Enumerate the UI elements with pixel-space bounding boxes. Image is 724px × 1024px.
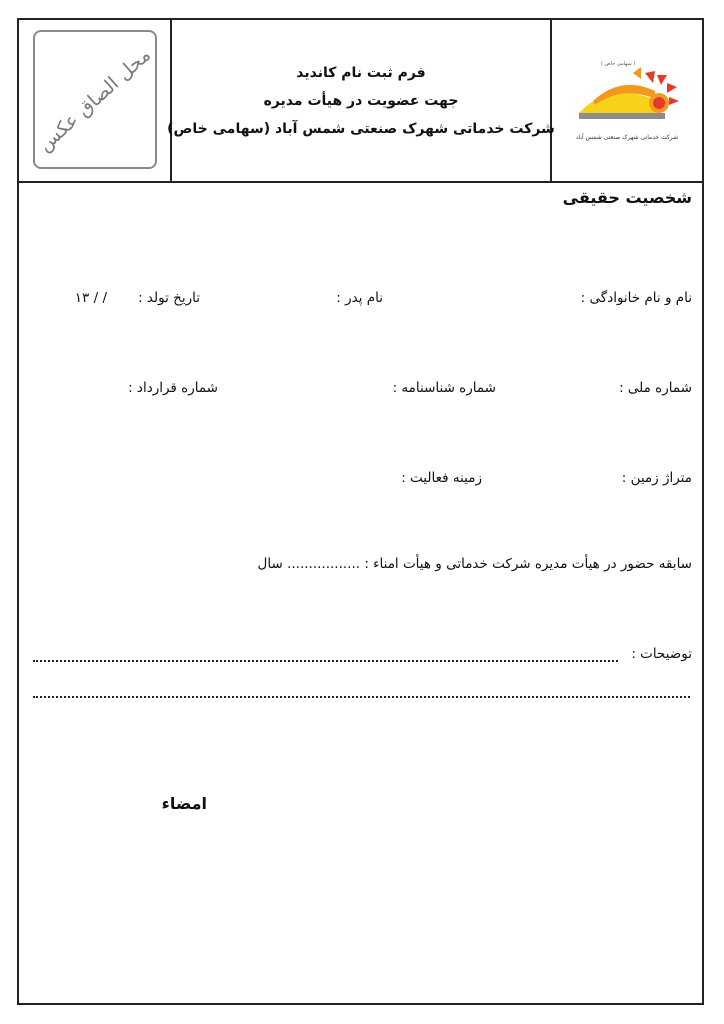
form-page [17,18,704,1005]
birth-date-field: / / ۱۳ [74,290,107,306]
form-header [19,20,702,183]
section-title: شخصیت حقیقی [562,188,692,207]
logo-caption: شرکت خدماتی شهرک صنعتی شمس آباد [575,133,679,141]
photo-placeholder-text: محل الصاق عکس [34,43,156,156]
sun-logo-icon [571,61,683,131]
id-card-label: شماره شناسنامه : [392,380,496,396]
full-name-label: نام و نام خانوادگی : [580,290,692,306]
title-cell [167,20,555,181]
company-logo [571,61,683,141]
land-area-label: متراژ زمین : [621,470,692,486]
father-name-label: نام پدر : [336,290,383,306]
photo-cell [19,20,172,181]
board-history-text: سابقه حضور در هیأت مدیره شرکت خدماتی و هیأت امناء : ................. سال [257,556,692,572]
signature-label: امضاء [161,794,207,813]
company-name: شرکت خدماتی شهرک صنعتی شمس آباد (سهامی خاص) [167,120,555,137]
logo-cell [552,20,702,181]
birth-date-label: تاریخ تولد : [138,290,200,306]
photo-placeholder-box [33,30,157,169]
contract-number-label: شماره قرارداد : [128,380,218,396]
notes-line-2 [33,696,690,698]
activity-field-label: زمینه فعالیت : [401,470,482,486]
form-subtitle: جهت عضویت در هیأت مدیره [263,92,459,109]
national-id-label: شماره ملی : [619,380,692,396]
form-title: فرم ثبت نام کاندید [296,64,426,81]
logo-tag: ( سهامی خاص ) [601,60,636,67]
notes-line-1 [33,660,618,662]
notes-label: توضیحات : [631,646,692,662]
